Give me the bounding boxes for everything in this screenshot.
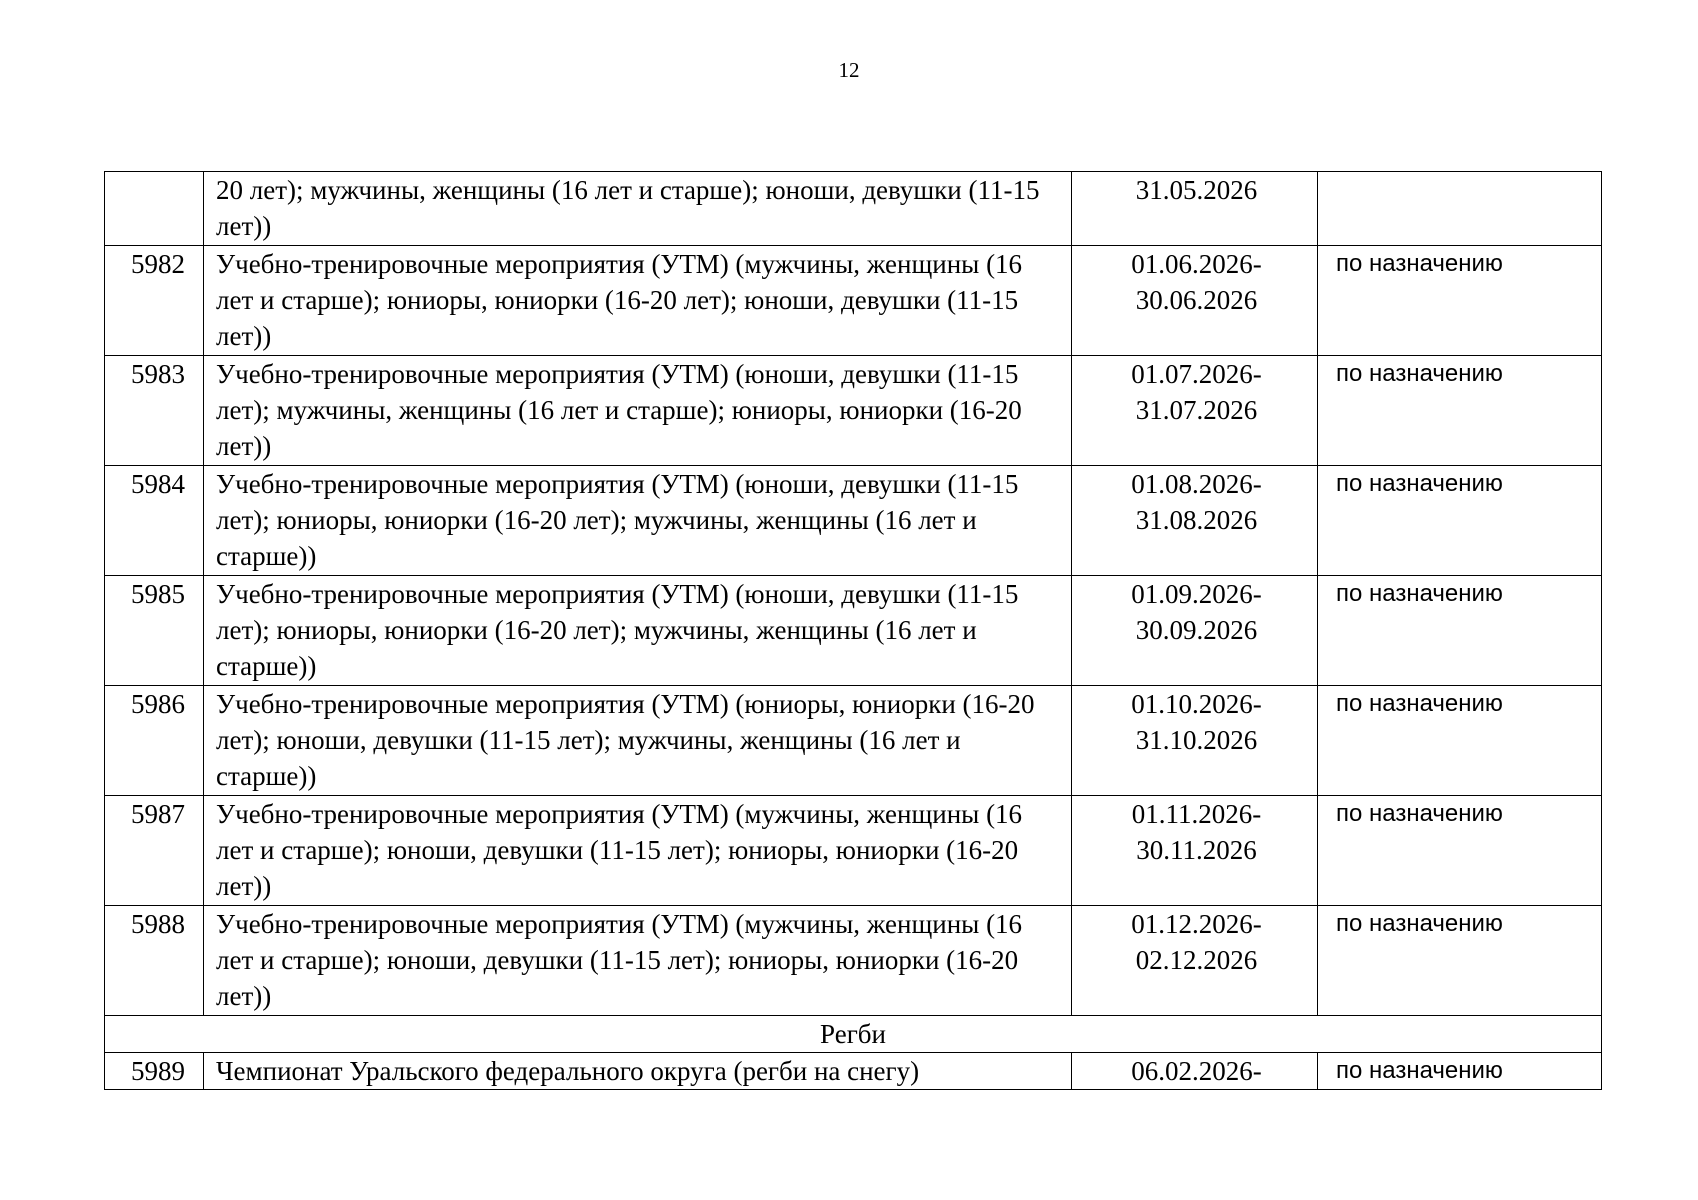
event-dates-cell: 01.11.2026-30.11.2026: [1072, 796, 1318, 906]
events-table: [104, 171, 1602, 1090]
table-row: [105, 466, 1602, 576]
table-row: [105, 1053, 1602, 1090]
event-number-cell: 5987: [105, 796, 204, 906]
event-dates-cell: 01.10.2026-31.10.2026: [1072, 686, 1318, 796]
event-title-cell: Чемпионат Уральского федерального округа (регби на снегу): [204, 1053, 1072, 1090]
table-row: [105, 246, 1602, 356]
event-venue-cell: по назначению: [1318, 1053, 1602, 1090]
event-dates-cell: 06.02.2026-: [1072, 1053, 1318, 1090]
event-dates-cell: 31.05.2026: [1072, 172, 1318, 246]
event-number-cell: 5984: [105, 466, 204, 576]
event-venue-cell: [1318, 172, 1602, 246]
event-dates-cell: 01.08.2026-31.08.2026: [1072, 466, 1318, 576]
table-row: [105, 906, 1602, 1016]
event-venue-cell: по назначению: [1318, 466, 1602, 576]
event-title-cell: Учебно-тренировочные мероприятия (УТМ) (юноши, девушки (11-15 лет); юниоры, юниорки (16-20 лет); мужчины, женщины (16 лет и старше)): [204, 576, 1072, 686]
event-dates-cell: 01.06.2026-30.06.2026: [1072, 246, 1318, 356]
event-number-cell: 5983: [105, 356, 204, 466]
table-row: [105, 796, 1602, 906]
event-dates-cell: 01.07.2026-31.07.2026: [1072, 356, 1318, 466]
page-number: 12: [838, 58, 860, 82]
event-venue-cell: по назначению: [1318, 906, 1602, 1016]
event-number-cell: 5985: [105, 576, 204, 686]
table-row: [105, 686, 1602, 796]
event-venue-cell: по назначению: [1318, 796, 1602, 906]
section-row: [105, 1016, 1602, 1053]
event-venue-cell: по назначению: [1318, 356, 1602, 466]
event-title-cell: Учебно-тренировочные мероприятия (УТМ) (юноши, девушки (11-15 лет); мужчины, женщины (16 лет и старше); юниоры, юниорки (16-20 лет)): [204, 356, 1072, 466]
table-row: [105, 356, 1602, 466]
event-number-cell: 5986: [105, 686, 204, 796]
event-venue-cell: по назначению: [1318, 246, 1602, 356]
event-title-cell: Учебно-тренировочные мероприятия (УТМ) (мужчины, женщины (16 лет и старше); юноши, девушки (11-15 лет); юниоры, юниорки (16-20 лет)): [204, 906, 1072, 1016]
event-number-cell: 5982: [105, 246, 204, 356]
table-row: [105, 172, 1602, 246]
event-title-cell: Учебно-тренировочные мероприятия (УТМ) (юниоры, юниорки (16-20 лет); юноши, девушки (11-15 лет); мужчины, женщины (16 лет и старше)): [204, 686, 1072, 796]
event-title-cell: Учебно-тренировочные мероприятия (УТМ) (мужчины, женщины (16 лет и старше); юниоры, юниорки (16-20 лет); юноши, девушки (11-15 лет)): [204, 246, 1072, 356]
event-dates-cell: 01.09.2026-30.09.2026: [1072, 576, 1318, 686]
event-number-cell: [105, 172, 204, 246]
event-venue-cell: по назначению: [1318, 576, 1602, 686]
event-number-cell: 5989: [105, 1053, 204, 1090]
event-title-cell: 20 лет); мужчины, женщины (16 лет и старше); юноши, девушки (11-15 лет)): [204, 172, 1072, 246]
event-number-cell: 5988: [105, 906, 204, 1016]
table-row: [105, 576, 1602, 686]
section-title: Регби: [105, 1016, 1602, 1053]
event-title-cell: Учебно-тренировочные мероприятия (УТМ) (юноши, девушки (11-15 лет); юниоры, юниорки (16-20 лет); мужчины, женщины (16 лет и старше)): [204, 466, 1072, 576]
event-title-cell: Учебно-тренировочные мероприятия (УТМ) (мужчины, женщины (16 лет и старше); юноши, девушки (11-15 лет); юниоры, юниорки (16-20 лет)): [204, 796, 1072, 906]
event-dates-cell: 01.12.2026-02.12.2026: [1072, 906, 1318, 1016]
event-venue-cell: по назначению: [1318, 686, 1602, 796]
